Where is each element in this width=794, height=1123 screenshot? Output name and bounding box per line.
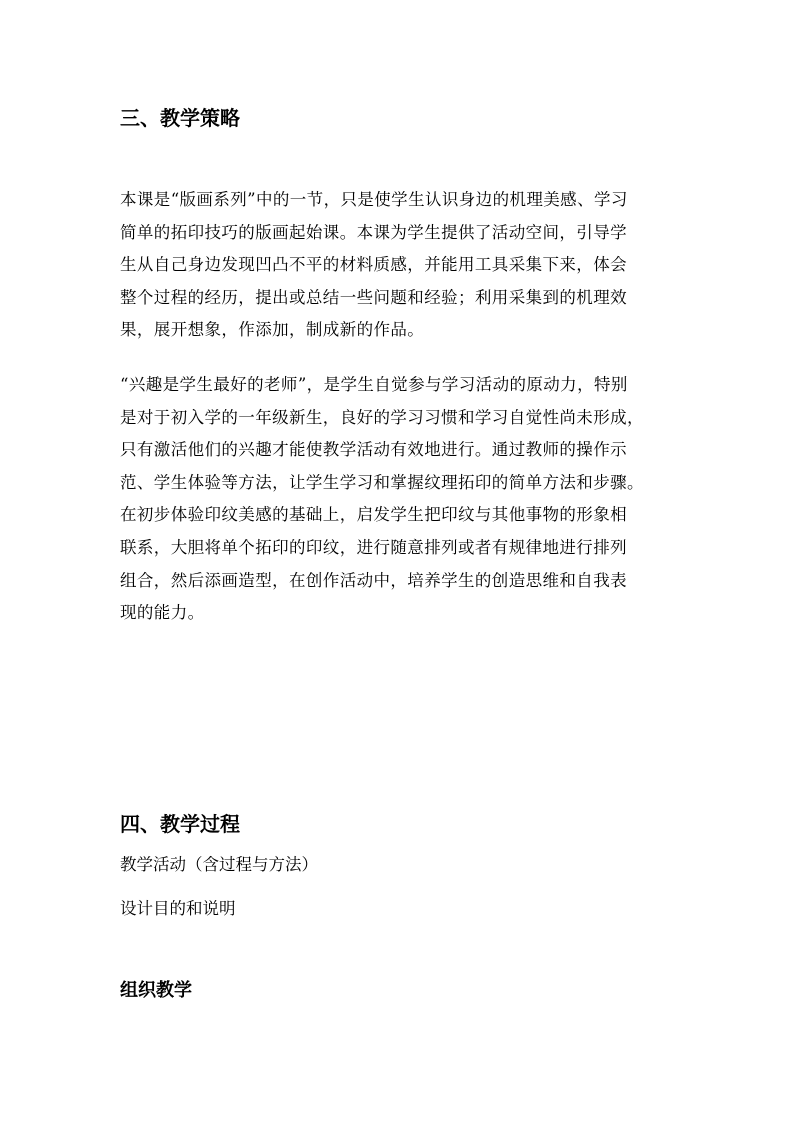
- paragraph-line: 在初步体验印纹美感的基础上，启发学生把印纹与其他事物的形象相: [120, 505, 627, 525]
- teaching-activity-label: 教学活动（含过程与方法）: [120, 855, 318, 874]
- strategy-paragraph-1: [120, 184, 680, 347]
- paragraph-line: 生从自己身边发现凹凸不平的材料质感，并能用工具采集下来，体会: [120, 255, 627, 275]
- paragraph-line: 现的能力。: [120, 603, 205, 623]
- paragraph-line: 简单的拓印技巧的版画起始课。本课为学生提供了活动空间，引导学: [120, 222, 627, 242]
- paragraph-line: 整个过程的经历，提出或总结一些问题和经验；利用采集到的机理效: [120, 287, 627, 307]
- paragraph-line: 本课是“版画系列”中的一节，只是使学生认识身边的机理美感、学习: [120, 190, 628, 209]
- section-heading-teaching-strategy: 三、教学策略: [120, 106, 240, 130]
- paragraph-line: “兴趣是学生最好的老师”，是学生自觉参与学习活动的原动力，特别: [120, 375, 628, 394]
- paragraph-line: 是对于初入学的一年级新生，良好的学习习惯和学习自觉性尚未形成，: [120, 407, 644, 427]
- paragraph-line: 范、学生体验等方法，让学生学习和掌握纹理拓印的简单方法和步骤。: [120, 472, 644, 492]
- strategy-paragraph-2: [120, 369, 680, 630]
- paragraph-line: 只有激活他们的兴趣才能使教学活动有效地进行。通过教师的操作示: [120, 440, 627, 460]
- subheading-organize-teaching: 组织教学: [120, 980, 192, 1001]
- paragraph-line: 果，展开想象，作添加，制成新的作品。: [120, 320, 425, 340]
- section-heading-teaching-process: 四、教学过程: [120, 812, 240, 836]
- paragraph-line: 组合，然后添画造型，在创作活动中，培养学生的创造思维和自我表: [120, 570, 627, 590]
- design-purpose-label: 设计目的和说明: [120, 899, 236, 918]
- paragraph-line: 联系，大胆将单个拓印的印纹，进行随意排列或者有规律地进行排列: [120, 537, 627, 557]
